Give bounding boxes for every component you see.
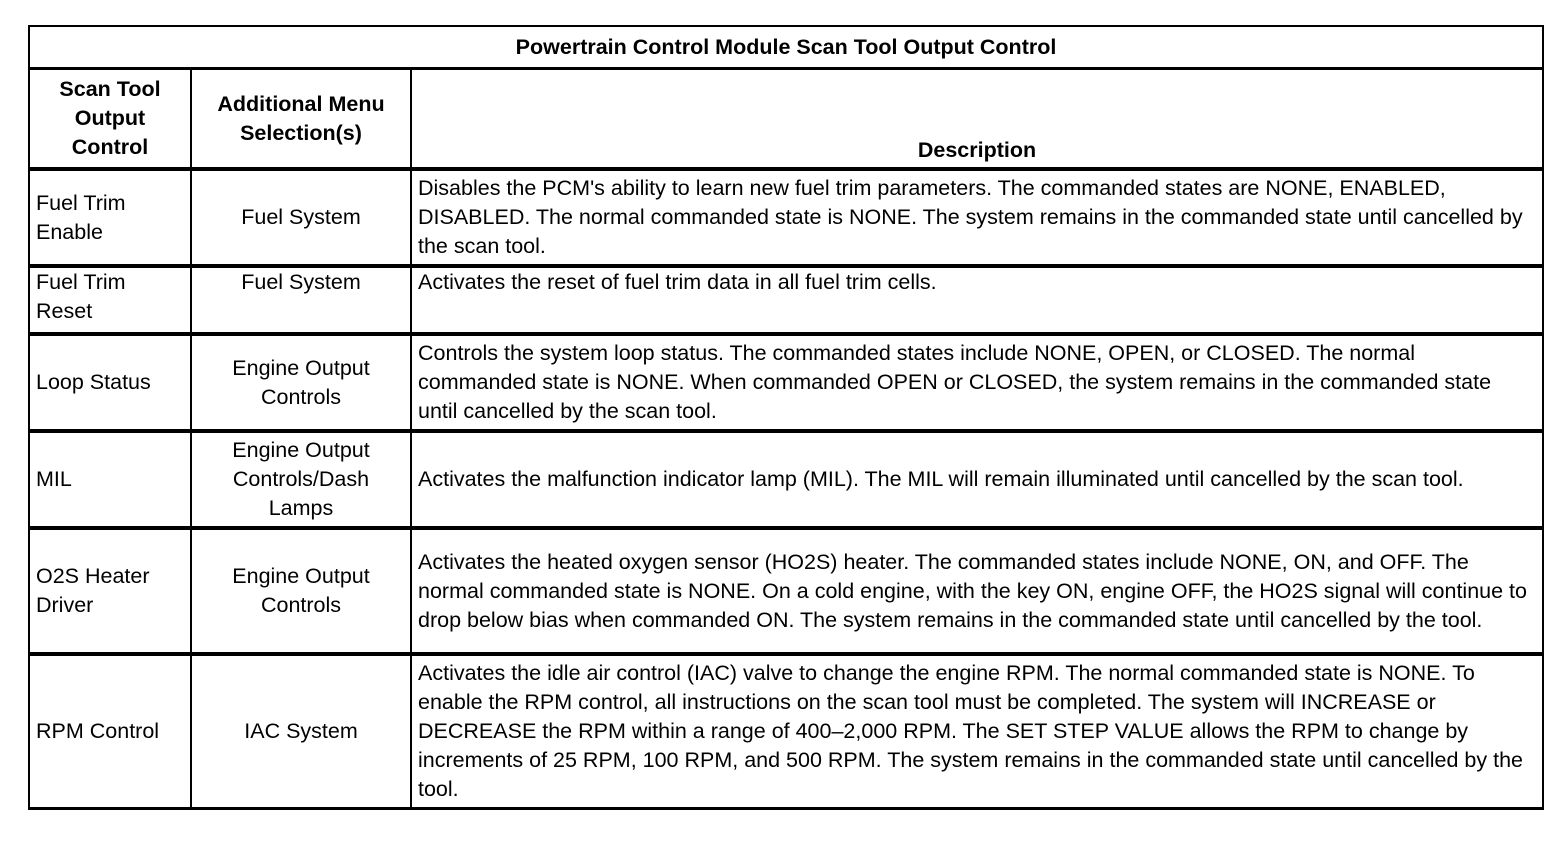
row-control: Fuel Trim Reset — [29, 266, 191, 334]
table-row — [29, 334, 1543, 431]
row-menu-selection: Engine Output Controls — [191, 528, 411, 654]
table-header-row — [29, 69, 1543, 170]
row-description: Activates the heated oxygen sensor (HO2S) heater. The commanded states include NONE, ON, and OFF. The normal commanded state is NONE. On a cold engine, with the key ON, engine OFF, the HO2S signal will continue to drop below bias when commanded ON. The system remains in the commanded state until cancelled by the tool. — [411, 528, 1543, 654]
header-description: Description — [411, 69, 1543, 170]
row-control: Loop Status — [29, 334, 191, 431]
row-control: RPM Control — [29, 654, 191, 809]
row-control: Fuel Trim Enable — [29, 169, 191, 266]
table-row — [29, 431, 1543, 528]
row-control: O2S Heater Driver — [29, 528, 191, 654]
header-additional-menu-selections: Additional Menu Selection(s) — [191, 69, 411, 170]
row-menu-selection: Fuel System — [191, 169, 411, 266]
row-description: Activates the reset of fuel trim data in all fuel trim cells. — [411, 266, 1543, 334]
row-menu-selection: Fuel System — [191, 266, 411, 334]
header-scan-tool-output-control: Scan Tool Output Control — [29, 69, 191, 170]
row-description: Disables the PCM's ability to learn new fuel trim parameters. The commanded states are NONE, ENABLED, DISABLED. The normal commanded state is NONE. The system remains in the commanded state until cancelled by the scan tool. — [411, 169, 1543, 266]
row-description: Controls the system loop status. The commanded states include NONE, OPEN, or CLOSED. The normal commanded state is NONE. When commanded OPEN or CLOSED, the system remains in the commanded state until cancelled by the scan tool. — [411, 334, 1543, 431]
output-control-table — [28, 25, 1544, 810]
table-title: Powertrain Control Module Scan Tool Output Control — [29, 26, 1543, 69]
table-row — [29, 654, 1543, 809]
table-title-row — [29, 26, 1543, 69]
table-row — [29, 528, 1543, 654]
row-description: Activates the idle air control (IAC) valve to change the engine RPM. The normal commanded state is NONE. To enable the RPM control, all instructions on the scan tool must be completed. The system will INCREASE or DECREASE the RPM within a range of 400–2,000 RPM. The SET STEP VALUE allows the RPM to change by increments of 25 RPM, 100 RPM, and 500 RPM. The system remains in the commanded state until cancelled by the tool. — [411, 654, 1543, 809]
row-menu-selection: Engine Output Controls/Dash Lamps — [191, 431, 411, 528]
row-menu-selection: IAC System — [191, 654, 411, 809]
table-row — [29, 266, 1543, 334]
row-description: Activates the malfunction indicator lamp (MIL). The MIL will remain illuminated until cancelled by the scan tool. — [411, 431, 1543, 528]
row-menu-selection: Engine Output Controls — [191, 334, 411, 431]
row-control: MIL — [29, 431, 191, 528]
table-row — [29, 169, 1543, 266]
